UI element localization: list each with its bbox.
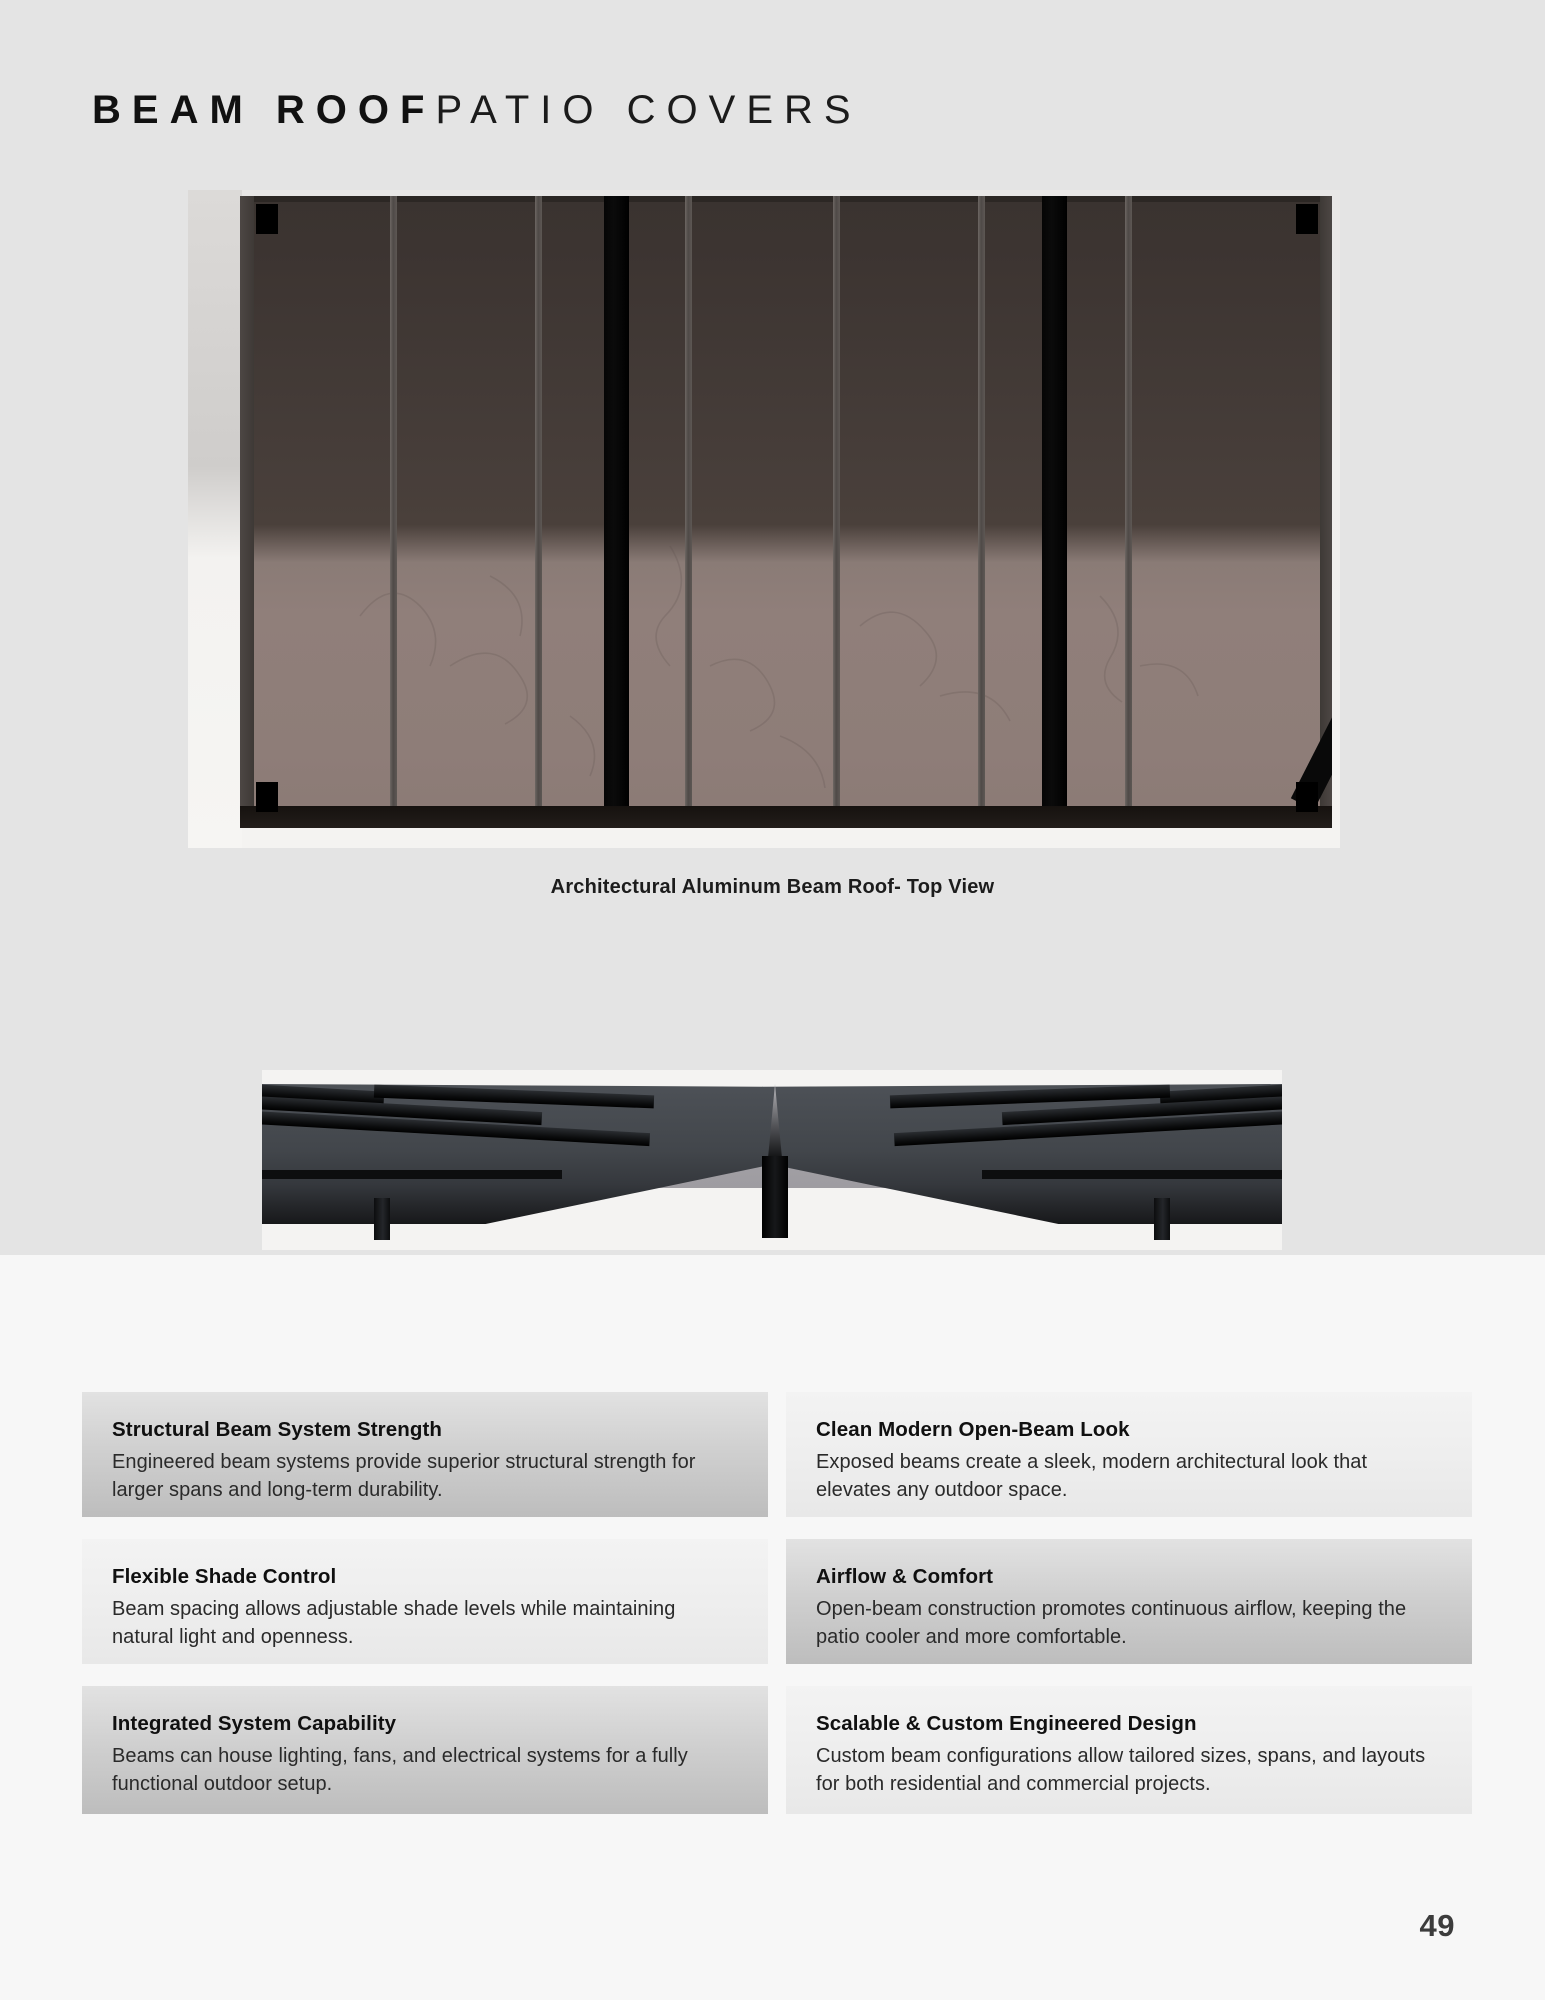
roof-top-edge (240, 196, 1332, 202)
roof-corner-post (1296, 782, 1318, 812)
feature-card (786, 1539, 1472, 1664)
roof-beam-divider (833, 196, 840, 828)
side-view-figure (262, 1070, 1282, 1250)
feature-card (82, 1539, 768, 1664)
roof-corner-post (256, 782, 278, 812)
top-view-roof-assembly (240, 196, 1332, 828)
roof-beam-divider (978, 196, 985, 828)
feature-card-title: Structural Beam System Strength (112, 1418, 443, 1441)
feature-card-body: Open-beam construction promotes continuous airflow, keeping the patio cooler and more comfortable. (816, 1598, 1407, 1649)
roof-beam-divider (535, 196, 542, 828)
feature-card-body: Engineered beam systems provide superior structural strength for larger spans and long-term durability. (112, 1451, 696, 1502)
feature-row (82, 1539, 1472, 1664)
feature-card-title: Airflow & Comfort (816, 1565, 994, 1588)
feature-card-body: Beams can house lighting, fans, and electrical systems for a fully functional outdoor setup. (112, 1745, 688, 1796)
feature-card-title: Clean Modern Open-Beam Look (816, 1418, 1130, 1441)
page-title (92, 88, 1452, 138)
feature-card (82, 1686, 768, 1814)
feature-grid (82, 1392, 1472, 1836)
roof-black-beam (1042, 196, 1067, 828)
feature-row (82, 1686, 1472, 1814)
roof-under-band-left (262, 1170, 562, 1179)
feature-card-title: Flexible Shade Control (112, 1565, 337, 1588)
feature-card (786, 1686, 1472, 1814)
roof-under-band-right (982, 1170, 1282, 1179)
roof-beam-divider (685, 196, 692, 828)
roof-bottom-edge (240, 806, 1332, 828)
roof-left-edge (240, 196, 254, 828)
roof-corner-post (256, 204, 278, 234)
feature-card-title: Scalable & Custom Engineered Design (816, 1712, 1197, 1735)
feature-card-title: Integrated System Capability (112, 1712, 397, 1735)
page-title-light: PATIO COVERS (435, 88, 862, 132)
feature-card-body: Exposed beams create a sleek, modern architectural look that elevates any outdoor space. (816, 1451, 1368, 1502)
roof-beam-divider (1125, 196, 1132, 828)
support-post-left (374, 1198, 390, 1240)
roof-black-beam (604, 196, 629, 828)
feature-card-body: Custom beam configurations allow tailored sizes, spans, and layouts for both residential and commercial projects. (816, 1745, 1426, 1796)
feature-row (82, 1392, 1472, 1517)
support-post-right (1154, 1198, 1170, 1240)
feature-card (82, 1392, 768, 1517)
center-support-post (762, 1156, 788, 1238)
feature-card-body: Beam spacing allows adjustable shade levels while maintaining natural light and openness. (112, 1598, 676, 1649)
roof-corner-post (1296, 204, 1318, 234)
page-number: 49 (1419, 1908, 1455, 1943)
page-title-strong: BEAM ROOF (92, 88, 436, 132)
marble-veining (240, 196, 1332, 828)
feature-card (786, 1392, 1472, 1517)
roof-beam-divider (390, 196, 397, 828)
top-view-caption: Architectural Aluminum Beam Roof- Top View (550, 876, 995, 898)
top-view-figure (188, 190, 1340, 848)
top-view-left-wall (188, 190, 242, 848)
